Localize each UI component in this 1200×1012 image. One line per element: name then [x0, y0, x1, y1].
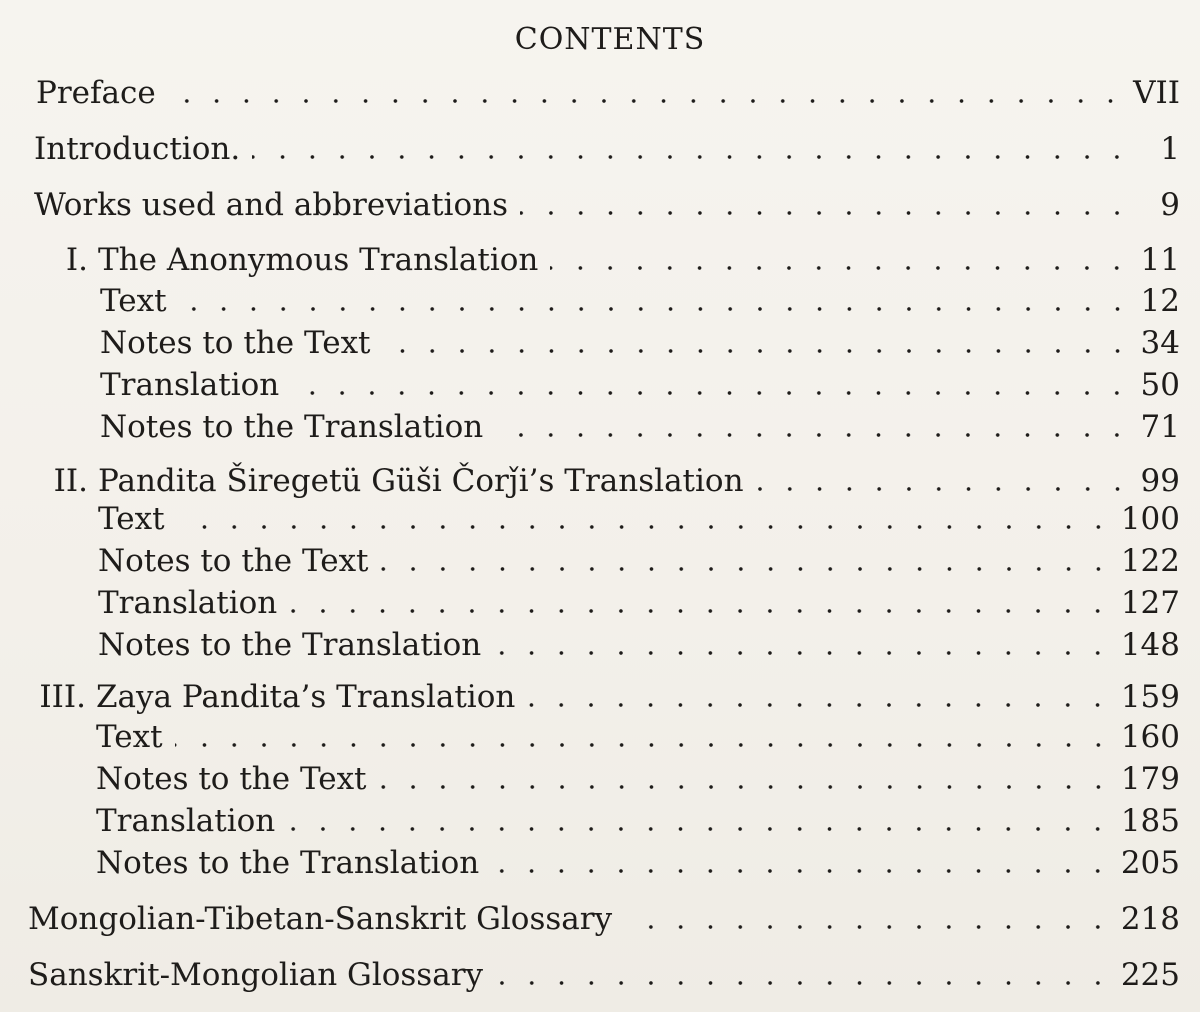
- toc-subentry: [98, 585, 1180, 621]
- dot-leader: [495, 433, 1132, 437]
- toc-entry-label: Notes to the Text: [96, 761, 367, 797]
- toc-entry-part-3: [22, 679, 1180, 715]
- toc-page-number: 225: [1120, 957, 1180, 993]
- toc-page-number: 50: [1140, 367, 1180, 403]
- toc-entry-label: Mongolian-Tibetan-Sanskrit Glossary: [28, 901, 613, 937]
- toc-page-number: 179: [1120, 761, 1180, 797]
- toc-entry-part-2: [22, 463, 1180, 499]
- dot-leader: [168, 99, 1125, 103]
- dot-leader: [379, 785, 1113, 789]
- toc-subentry: [100, 283, 1180, 319]
- toc-entry-introduction: [34, 131, 1180, 167]
- toc-entry-label: Preface: [36, 75, 156, 111]
- toc-page-number: 9: [1160, 187, 1180, 223]
- toc-entry-label: Notes to the Text: [98, 543, 369, 579]
- toc-entry-label: Translation: [100, 367, 280, 403]
- toc-entry-label: Text: [98, 501, 165, 537]
- dot-leader: [291, 391, 1132, 395]
- toc-page-number: 99: [1140, 463, 1180, 499]
- toc-entry-label: Notes to the Translation: [98, 627, 482, 663]
- toc-entry-label: Notes to the Translation: [96, 845, 480, 881]
- dot-leader: [177, 525, 1113, 529]
- toc-subentry: [96, 761, 1180, 797]
- toc-subentry: [100, 409, 1180, 445]
- toc-page-number: 12: [1140, 283, 1180, 319]
- toc-page-number: 1: [1160, 131, 1180, 167]
- toc-subentry: [100, 325, 1180, 361]
- toc-subentry: [98, 501, 1180, 537]
- toc-entry-glossary-sm: [28, 957, 1180, 993]
- toc-page-number: 205: [1120, 845, 1180, 881]
- toc-page-number: 11: [1140, 242, 1180, 278]
- page-title: CONTENTS: [514, 22, 706, 57]
- toc-page-number: 127: [1120, 585, 1180, 621]
- toc-subentry: [98, 627, 1180, 663]
- toc-entry-label: Pandita Širegetü Güši Čorǰi’s Translation: [98, 463, 744, 499]
- dot-leader: [527, 703, 1112, 707]
- toc-entry-label: Notes to the Translation: [100, 409, 484, 445]
- toc-page-number: 122: [1120, 543, 1180, 579]
- dot-leader: [252, 155, 1132, 159]
- toc-entry-label: Introduction.: [34, 131, 241, 167]
- toc-entry-glossary-mts: [28, 901, 1180, 937]
- part-number: III.: [39, 679, 86, 715]
- toc-page-number: VII: [1133, 75, 1180, 111]
- toc-entry-label: Notes to the Text: [100, 325, 371, 361]
- dot-leader: [383, 349, 1132, 353]
- toc-entry-preface: [36, 75, 1180, 111]
- dot-leader: [289, 609, 1113, 613]
- part-number: I.: [65, 242, 88, 278]
- toc-page-number: 218: [1120, 901, 1180, 937]
- toc-entry-label: Works used and abbreviations: [34, 187, 509, 223]
- dot-leader: [381, 567, 1113, 571]
- toc-entry-label: Zaya Pandita’s Translation: [96, 679, 516, 715]
- toc-page-number: 34: [1140, 325, 1180, 361]
- dot-leader: [520, 211, 1132, 215]
- toc-entry-label: The Anonymous Translation: [98, 242, 539, 278]
- toc-subentry: [96, 803, 1180, 839]
- toc-entry-part-1: [22, 242, 1180, 278]
- toc-subentry: [96, 719, 1180, 755]
- dot-leader: [491, 869, 1113, 873]
- toc-page-number: 159: [1120, 679, 1180, 715]
- toc-page-number: 71: [1140, 409, 1180, 445]
- toc-subentry: [96, 845, 1180, 881]
- dot-leader: [287, 827, 1113, 831]
- toc-entry-label: Translation: [96, 803, 276, 839]
- dot-leader: [550, 266, 1132, 270]
- toc-entry-label: Sanskrit-Mongolian Glossary: [28, 957, 484, 993]
- dot-leader: [179, 307, 1132, 311]
- dot-leader: [495, 981, 1113, 985]
- toc-page-number: 100: [1120, 501, 1180, 537]
- toc-page-number: 160: [1120, 719, 1180, 755]
- dot-leader: [175, 743, 1113, 747]
- toc-page-number: 148: [1120, 627, 1180, 663]
- dot-leader: [493, 651, 1113, 655]
- toc-entry-label: Text: [96, 719, 163, 755]
- toc-subentry: [100, 367, 1180, 403]
- toc-entry-label: Text: [100, 283, 167, 319]
- dot-leader: [756, 487, 1132, 491]
- toc-subentry: [98, 543, 1180, 579]
- part-number: II.: [53, 463, 88, 499]
- toc-entry-label: Translation: [98, 585, 278, 621]
- toc-entry-works-used: [34, 187, 1180, 223]
- toc-page-number: 185: [1120, 803, 1180, 839]
- dot-leader: [624, 925, 1113, 929]
